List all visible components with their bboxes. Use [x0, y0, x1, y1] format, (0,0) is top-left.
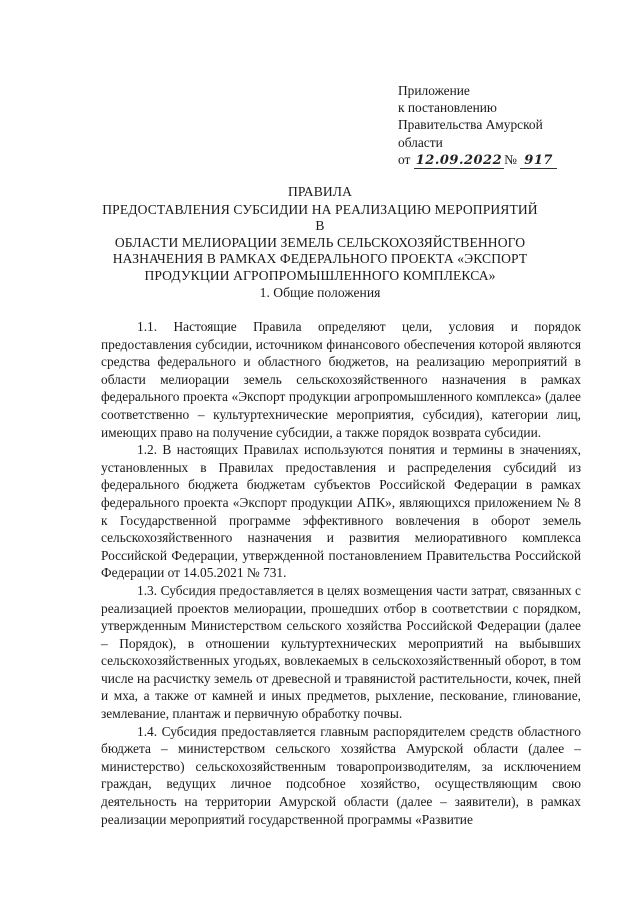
appendix-government-line: Правительства Амурской [398, 117, 543, 133]
appendix-region-line: области [398, 134, 443, 150]
appendix-block [398, 82, 598, 169]
document-subtitle-line-3: НАЗНАЧЕНИЯ В РАМКАХ ФЕДЕРАЛЬНОГО ПРОЕКТА «ЭКСПОРТ [112, 251, 528, 266]
document-title: ПРАВИЛА [287, 184, 353, 199]
document-subtitle-line-2: ОБЛАСТИ МЕЛИОРАЦИИ ЗЕМЕЛЬ СЕЛЬСКОХОЗЯЙСТВЕННОГО [114, 234, 526, 250]
paragraph-1-4: 1.4. Субсидия предоставляется главным распорядителем средств областного бюджета – министерством сельского хозяйства Амурской области (далее – министерство) сельскохозяйственным товаропроизводителям, за исключением граждан, ведущих личное подсобное хозяйство, осуществляющим свою деятельность на территории Амурской области (далее – заявители), в рамках реализации мероприятий государственной программы «Развитие [101, 723, 581, 827]
appendix-date-number-line [398, 151, 598, 169]
section-heading: 1. Общие положения [259, 285, 381, 300]
document-subtitle-line-4: ПРОДУКЦИИ АГРОПРОМЫШЛЕННОГО КОМПЛЕКСА» [144, 267, 496, 283]
handwritten-date: 12.09.2022 [415, 152, 503, 168]
paragraph-1-1: 1.1. Настоящие Правила определяют цели, условия и порядок предоставления субсидии, источником финансового обеспечения которой являются средства федерального и областного бюджетов, на реализацию мероприятий в области мелиорации земель сельскохозяйственного назначения в рамках федерального проекта «Экспорт продукции агропромышленного комплекса» (далее соответственно – культуртехнические мероприятия, субсидия), категории лиц, имеющих право на получение субсидии, а также порядок возврата субсидии. [101, 319, 581, 440]
document-subtitle-line-1: ПРЕДОСТАВЛЕНИЯ СУБСИДИИ НА РЕАЛИЗАЦИЮ МЕРОПРИЯТИЙ В [102, 201, 538, 233]
from-prefix: от [398, 151, 411, 167]
document-body [101, 318, 581, 828]
paragraph-1-2: 1.2. В настоящих Правилах используются понятия и термины в значениях, установленных в Правилах предоставления и распределения субсидий из федерального бюджета бюджетам субъектов Российской Федерации в рамках федерального проекта «Экспорт продукции АПК», являющихся приложением № 8 к Государственной программе эффективного вовлечения в оборот земель сельскохозяйственного назначения и развития мелиоративного комплекса Российской Федерации, утвержденной постановлением Правительства Российской Федерации от 14.05.2021 № 731. [101, 442, 581, 581]
number-symbol: № [504, 151, 517, 167]
appendix-ref-line: к постановлению [398, 100, 497, 116]
document-title-block [96, 184, 544, 284]
paragraph-1-3: 1.3. Субсидия предоставляется в целях возмещения части затрат, связанных с реализацией проектов мелиорации, прошедших отбор в соответствии с порядком, утвержденным Министерством сельского хозяйства Российской Федерации (далее – Порядок), в отношении культуртехнических мероприятий на выбывших сельскохозяйственных угодьях, вовлекаемых в сельскохозяйственный оборот, в том числе на расчистку земель от древесной и травянистой растительности, кочек, пней и мха, а также от камней и иных предметов, рыхление, пескование, глинование, землевание, плантаж и первичную обработку почвы. [101, 582, 581, 722]
handwritten-number: 917 [520, 153, 557, 169]
appendix-label: Приложение [398, 83, 470, 98]
